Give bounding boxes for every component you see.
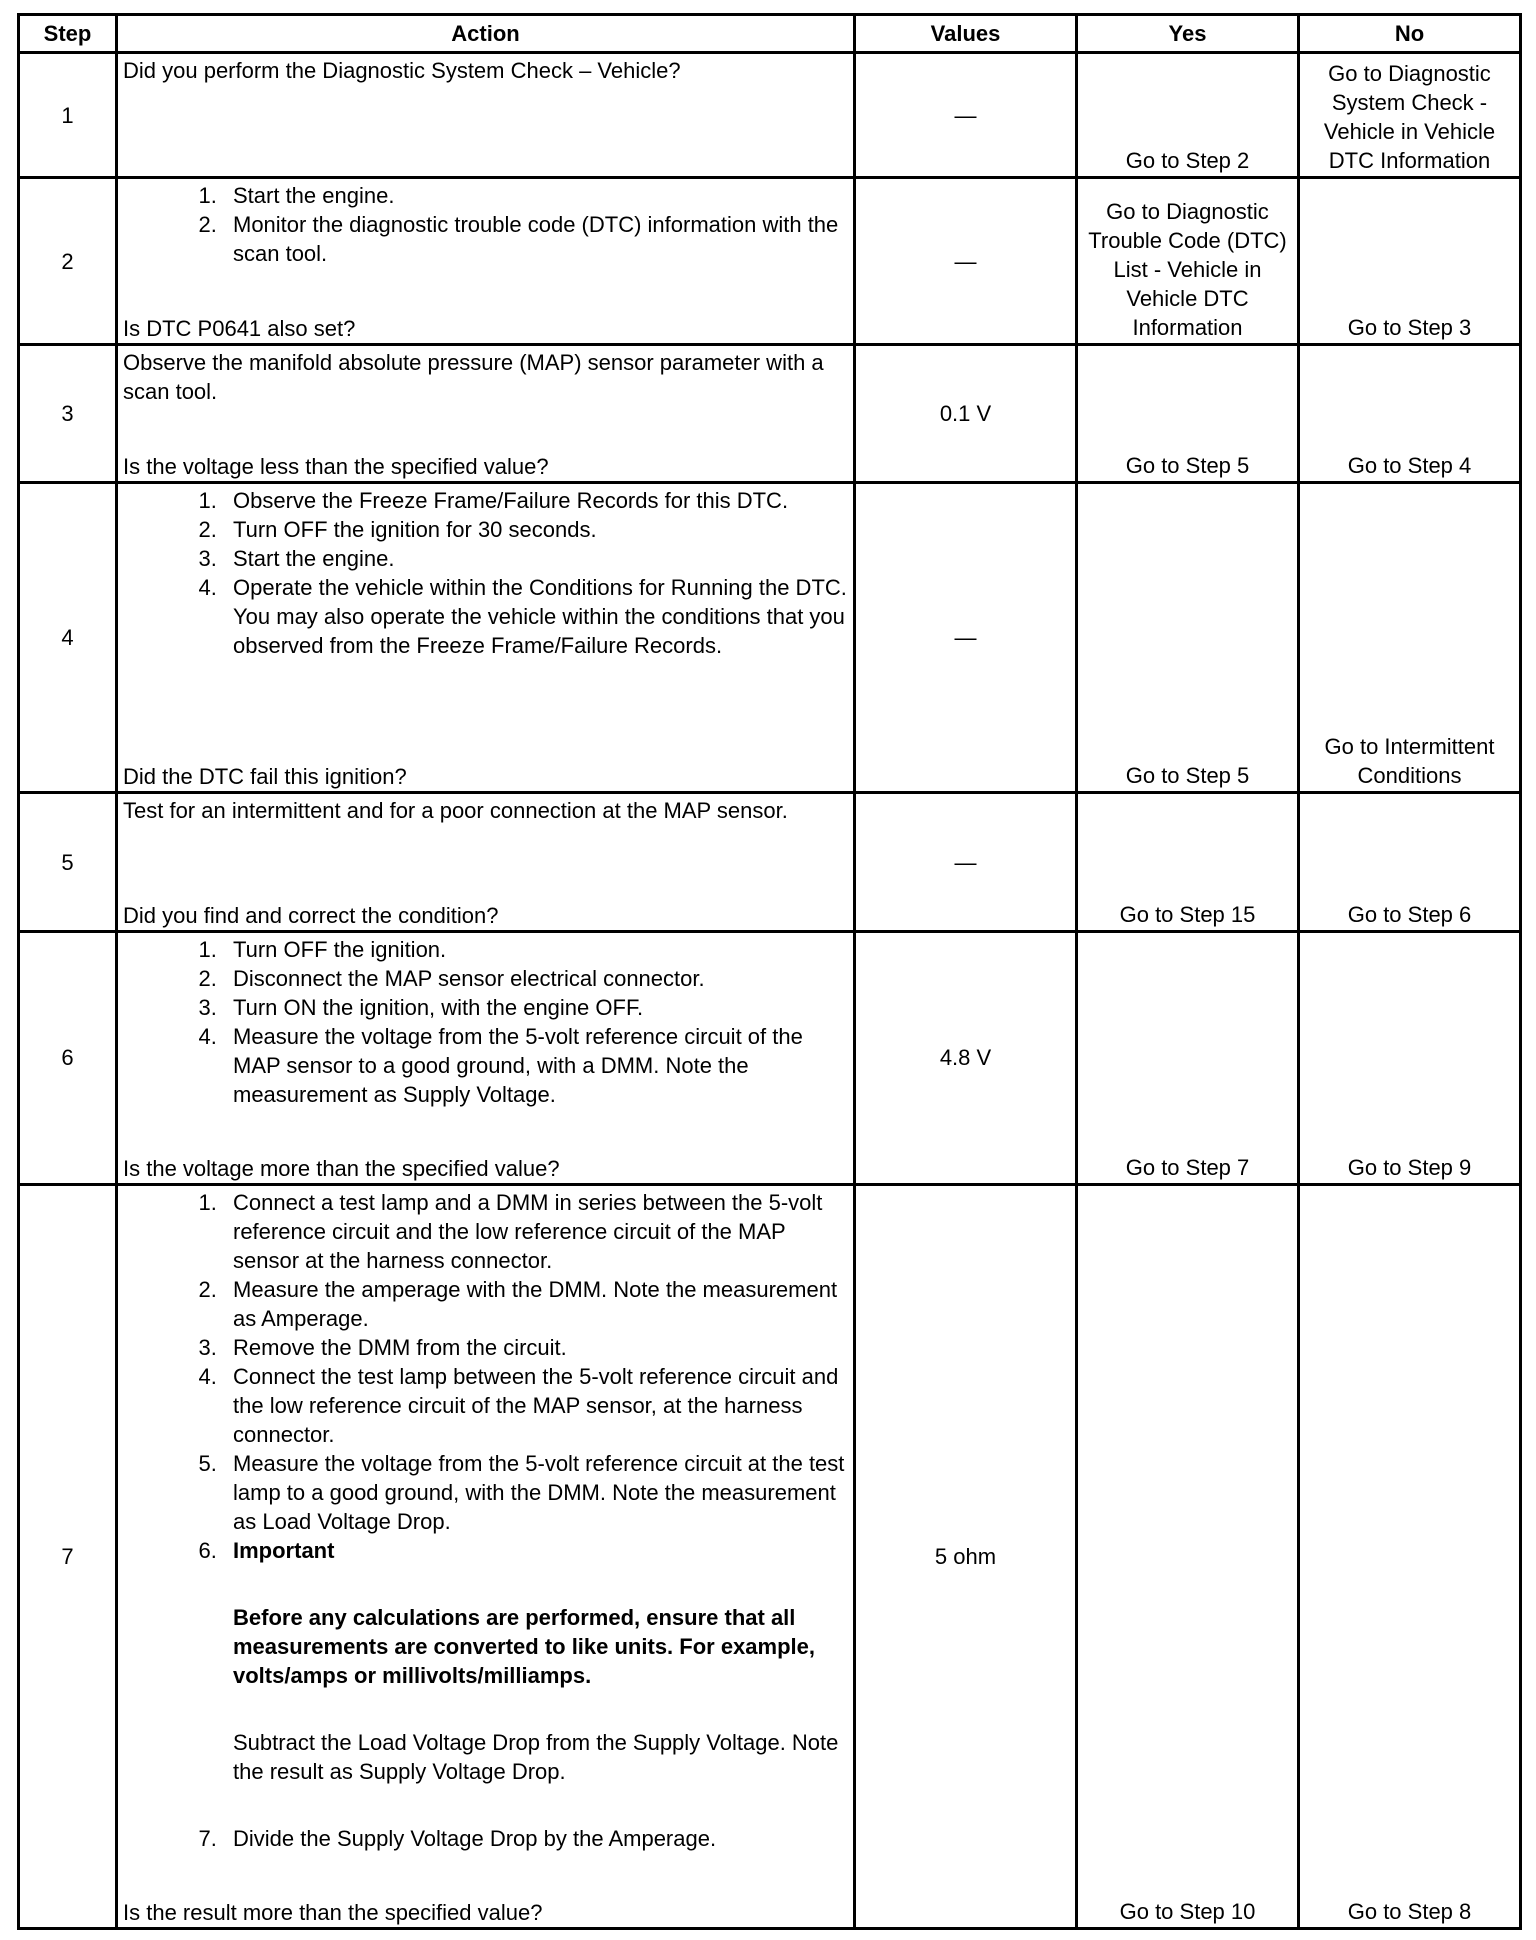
step-number: 7 bbox=[19, 1184, 117, 1928]
action-step: 3. Start the engine. bbox=[223, 544, 848, 573]
action-step: 5. Measure the voltage from the 5-volt reference circuit at the test lamp to a good ground, with the DMM. Note the measurement as Load Voltage Drop. bbox=[223, 1449, 848, 1536]
action-step: 1. Observe the Freeze Frame/Failure Records for this DTC. bbox=[223, 486, 848, 515]
action-step: 7. Divide the Supply Voltage Drop by the Amperage. bbox=[223, 1824, 848, 1853]
question-text: Is the voltage more than the specified value? bbox=[123, 1155, 560, 1181]
action-cell bbox=[117, 932, 855, 1184]
yes-cell: Go to Step 2 bbox=[1077, 53, 1299, 178]
header-row bbox=[19, 15, 1521, 53]
value-cell: 4.8 V bbox=[855, 932, 1077, 1184]
header-no: No bbox=[1299, 15, 1521, 53]
action-step: 2. Disconnect the MAP sensor electrical connector. bbox=[223, 964, 848, 993]
question-text: Is the result more than the specified value? bbox=[123, 1900, 543, 1925]
table-row bbox=[19, 932, 1521, 1184]
diagnostic-table bbox=[17, 13, 1522, 1930]
step-number: 2 bbox=[19, 178, 117, 345]
table-row bbox=[19, 483, 1521, 793]
no-cell: Go to Diagnostic System Check - Vehicle in Vehicle DTC Information bbox=[1299, 53, 1521, 178]
action-step: 1. Start the engine. bbox=[223, 181, 848, 210]
yes-cell: Go to Step 5 bbox=[1077, 483, 1299, 793]
value-cell: — bbox=[855, 793, 1077, 932]
action-step: 1. Turn OFF the ignition. bbox=[223, 935, 848, 964]
action-text: Test for an intermittent and for a poor connection at the MAP sensor. bbox=[123, 798, 788, 824]
action-text: Did you perform the Diagnostic System Check – Vehicle? bbox=[123, 58, 681, 83]
action-cell bbox=[117, 1184, 855, 1928]
action-cell bbox=[117, 53, 855, 178]
header-step: Step bbox=[19, 15, 117, 53]
action-cell bbox=[117, 793, 855, 932]
question-text: Is DTC P0641 also set? bbox=[123, 316, 356, 342]
subtract-note: Subtract the Load Voltage Drop from the Supply Voltage. Note the result as Supply Voltage Drop. bbox=[233, 1729, 839, 1784]
yes-cell: Go to Step 15 bbox=[1077, 793, 1299, 932]
action-step: 1. Connect a test lamp and a DMM in series between the 5-volt reference circuit and the low reference circuit of the MAP sensor at the harness connector. bbox=[223, 1188, 848, 1275]
action-step-important bbox=[223, 1536, 848, 1786]
no-cell: Go to Step 3 bbox=[1299, 178, 1521, 345]
yes-cell: Go to Step 10 bbox=[1077, 1184, 1299, 1928]
header-values: Values bbox=[855, 15, 1077, 53]
value-cell: — bbox=[855, 178, 1077, 345]
step-number: 1 bbox=[19, 53, 117, 178]
yes-cell: Go to Step 7 bbox=[1077, 932, 1299, 1184]
yes-cell: Go to Step 5 bbox=[1077, 345, 1299, 483]
action-step: 3. Turn ON the ignition, with the engine OFF. bbox=[223, 993, 848, 1022]
action-cell bbox=[117, 483, 855, 793]
action-step: 2. Turn OFF the ignition for 30 seconds. bbox=[223, 515, 848, 544]
no-cell: Go to Step 9 bbox=[1299, 932, 1521, 1184]
value-cell: — bbox=[855, 53, 1077, 178]
step-number: 5 bbox=[19, 793, 117, 932]
table-row bbox=[19, 53, 1521, 178]
action-cell bbox=[117, 345, 855, 483]
table-row bbox=[19, 345, 1521, 483]
action-step: 3. Remove the DMM from the circuit. bbox=[223, 1333, 848, 1362]
action-step: 4. Measure the voltage from the 5-volt reference circuit of the MAP sensor to a good ground, with a DMM. Note the measurement as Supply Voltage. bbox=[223, 1022, 848, 1109]
value-cell: — bbox=[855, 483, 1077, 793]
action-steps bbox=[123, 935, 848, 1109]
value-cell: 0.1 V bbox=[855, 345, 1077, 483]
header-yes: Yes bbox=[1077, 15, 1299, 53]
action-step: 2. Measure the amperage with the DMM. Note the measurement as Amperage. bbox=[223, 1275, 848, 1333]
action-steps bbox=[123, 1188, 848, 1853]
no-cell: Go to Intermittent Conditions bbox=[1299, 483, 1521, 793]
action-text: Observe the manifold absolute pressure (MAP) sensor parameter with a scan tool. bbox=[123, 350, 824, 405]
question-text: Did the DTC fail this ignition? bbox=[123, 764, 407, 790]
table-row bbox=[19, 1184, 1521, 1928]
action-steps bbox=[123, 486, 848, 660]
question-text: Did you find and correct the condition? bbox=[123, 903, 499, 929]
header-action: Action bbox=[117, 15, 855, 53]
action-step: 4. Connect the test lamp between the 5-volt reference circuit and the low reference circuit of the MAP sensor, at the harness connector. bbox=[223, 1362, 848, 1449]
question-text: Is the voltage less than the specified value? bbox=[123, 454, 549, 480]
yes-cell: Go to Diagnostic Trouble Code (DTC) List - Vehicle in Vehicle DTC Information bbox=[1077, 178, 1299, 345]
no-cell: Go to Step 8 bbox=[1299, 1184, 1521, 1928]
action-cell bbox=[117, 178, 855, 345]
important-label: Important bbox=[233, 1537, 335, 1563]
table-row bbox=[19, 793, 1521, 932]
no-cell: Go to Step 4 bbox=[1299, 345, 1521, 483]
step-number: 3 bbox=[19, 345, 117, 483]
important-note: Before any calculations are performed, ensure that all measurements are converted to like units. For example, volts/amps or millivolts/milliamps. bbox=[233, 1604, 815, 1688]
action-step: 2. Monitor the diagnostic trouble code (DTC) information with the scan tool. bbox=[223, 210, 848, 268]
action-step: 4. Operate the vehicle within the Conditions for Running the DTC. You may also operate the vehicle within the conditions that you observed from the Freeze Frame/Failure Records. bbox=[223, 573, 848, 660]
step-number: 4 bbox=[19, 483, 117, 793]
action-steps bbox=[123, 181, 848, 268]
step-number: 6 bbox=[19, 932, 117, 1184]
no-cell: Go to Step 6 bbox=[1299, 793, 1521, 932]
value-cell: 5 ohm bbox=[855, 1184, 1077, 1928]
table-row bbox=[19, 178, 1521, 345]
